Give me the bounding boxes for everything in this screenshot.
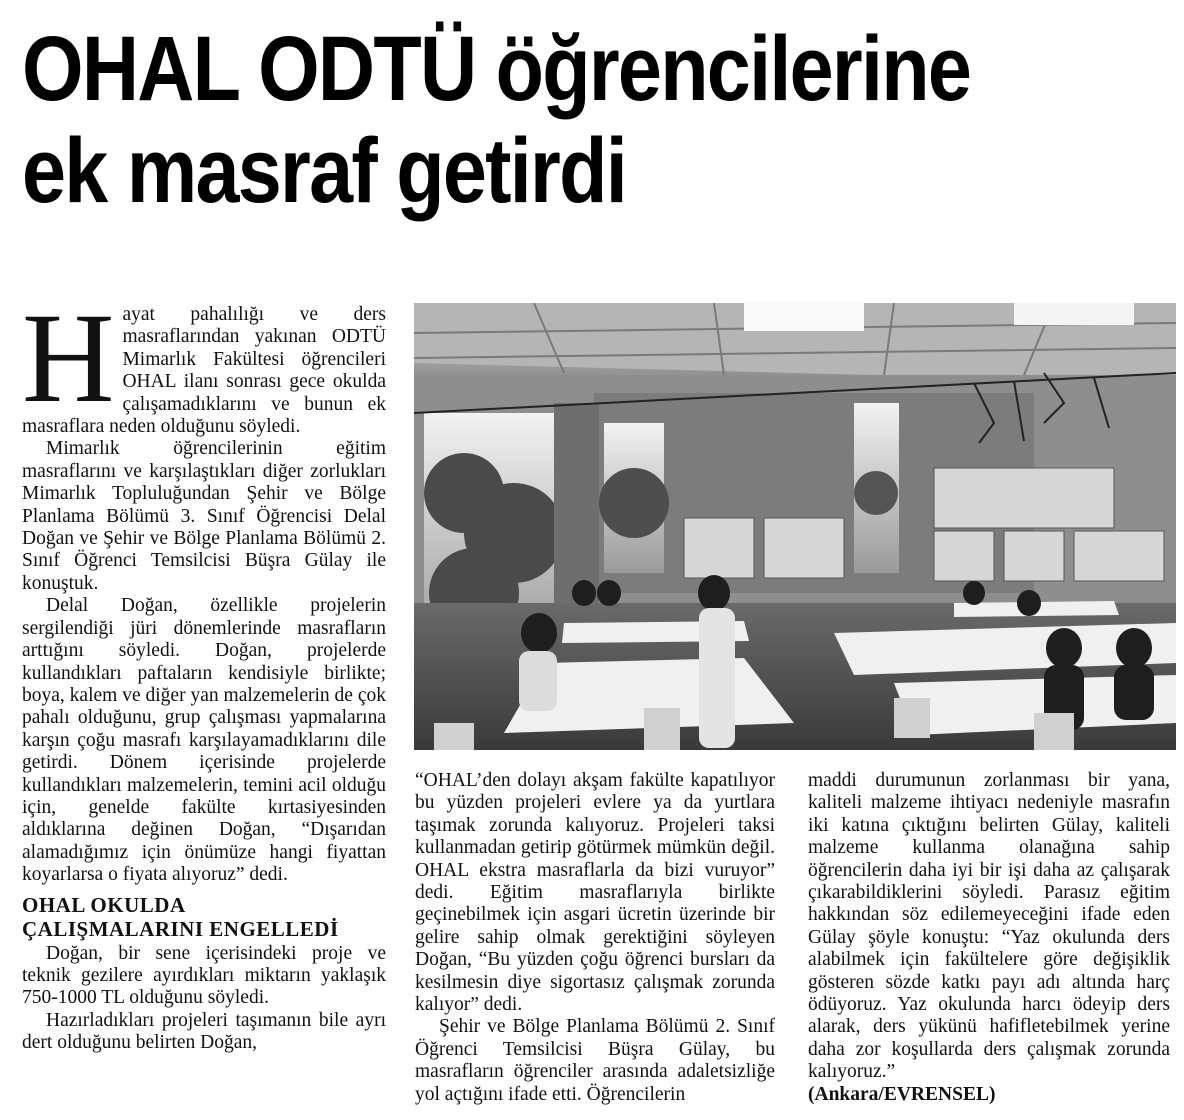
paragraph-6: “OHAL’den dolayı akşam fakülte kapatılıyor bu yüzden projeleri evlere ya da yurtlara taşımak zorunda kalıyoruz. Projeleri taksi kullanmadan getirip götürmek mümkün değil. OHAL ekstra masraflarla da bizi vuruyor” dedi. Eğitim masraflarıyla birlikte geçinebilmek için asgari ücretin üzerinde bir gelire sahip olmak gerektiğini söyleyen Doğan, “Bu yüzden çoğu öğrenci bursları da kesilmesin diye sigortasız çalışmak zorunda kalıyor” dedi. (415, 770, 775, 1016)
classroom-photo (414, 303, 1176, 750)
article-column-2 (415, 770, 775, 1106)
byline-credit: (Ankara/EVRENSEL) (808, 1083, 996, 1105)
paragraph-4: Doğan, bir sene içerisindeki proje ve teknik gezilere ayırdıkları miktarın yaklaşık 750-1000 TL olduğunu söyledi. (22, 942, 386, 1009)
article-column-3 (808, 770, 1170, 1106)
paragraph-8: maddi durumunun zorlanması bir yana, kaliteli malzeme ihtiyacı nedeniyle masrafın iki katına çıktığını belirten Gülay, kaliteli malzeme kullanma olanağına sahip öğrencilerin daha iyi bir işi daha az çalışarak çıkarabildiklerini söyledi. Parasız eğitim hakkından söz edilemeyeceğini ifade eden Gülay şöyle konuştu: “Yaz okulunda ders alabilmek için fakültelere göre değişiklik gösteren sözde katkı payı adı altında harç ödüyoruz. Yaz okulunda harcı ödeyip ders alarak, ders yükünü hafifletebilmek yerine daha zor koşullarda ders çalışmak zorunda kalıyoruz.” (808, 770, 1170, 1083)
headline (22, 18, 1011, 222)
subheading (22, 893, 386, 941)
headline-line-1: OHAL ODTÜ öğrencilerine (22, 18, 971, 120)
lead-paragraph (22, 287, 386, 438)
subheading-line-2: ÇALIŞMALARINI ENGELLEDİ (22, 916, 339, 941)
article-column-1 (22, 287, 386, 1055)
lead-text: ayat pahalılığı ve ders masraflarından yakınan ODTÜ Mimarlık Fakültesi öğrencileri OHAL ilanı sonrası gece okulda çalışamadıklarını ve bunun ek masraflara neden olduğunu söyledi. (22, 304, 386, 438)
paragraph-5: Hazırladıkları projeleri taşımanın bile ayrı dert olduğunu belirten Doğan, (22, 1009, 386, 1054)
headline-line-2: ek masraf getirdi (22, 120, 627, 222)
paragraph-3: Delal Doğan, özellikle projelerin sergilendiği jüri dönemlerinde masrafların arttığını söyledi. Doğan, projelerde kullandıkları paftaların kendisiyle birlikte; boya, kalem ve diğer yan malzemelerin de çok pahalı olduğunu, grup çalışması yapmalarına karşın çoğu masrafı karşılayamadıklarını dile getirdi. Dönem içerisinde projelerde kullandıkları malzemelerin, temini acil olduğu için, genelde fakülte kırtasiyesinden aldıklarına değinen Doğan, “Dışarıdan alamadığımız için önümüze hangi fiyattan koyarlarsa o fiyata alıyoruz” dedi. (22, 595, 386, 886)
classroom-photo-icon (414, 303, 1176, 750)
paragraph-2: Mimarlık öğrencilerinin eğitim masraflarını ve karşılaştıkları diğer zorlukları Mimarlık Topluluğundan Şehir ve Bölge Planlama Bölümü 3. Sınıf Öğrencisi Delal Doğan ve Şehir ve Bölge Planlama Bölümü 2. Sınıf Öğrenci Temsilcisi Büşra Gülay ile konuştuk. (22, 438, 386, 594)
paragraph-7: Şehir ve Bölge Planlama Bölümü 2. Sınıf Öğrenci Temsilcisi Büşra Gülay, bu masrafların öğrenciler arasında adaletsizliğe yol açtığını ifade etti. Öğrencilerin (415, 1016, 775, 1105)
subheading-line-1: OHAL OKULDA (22, 892, 186, 917)
drop-cap: H (22, 287, 115, 429)
